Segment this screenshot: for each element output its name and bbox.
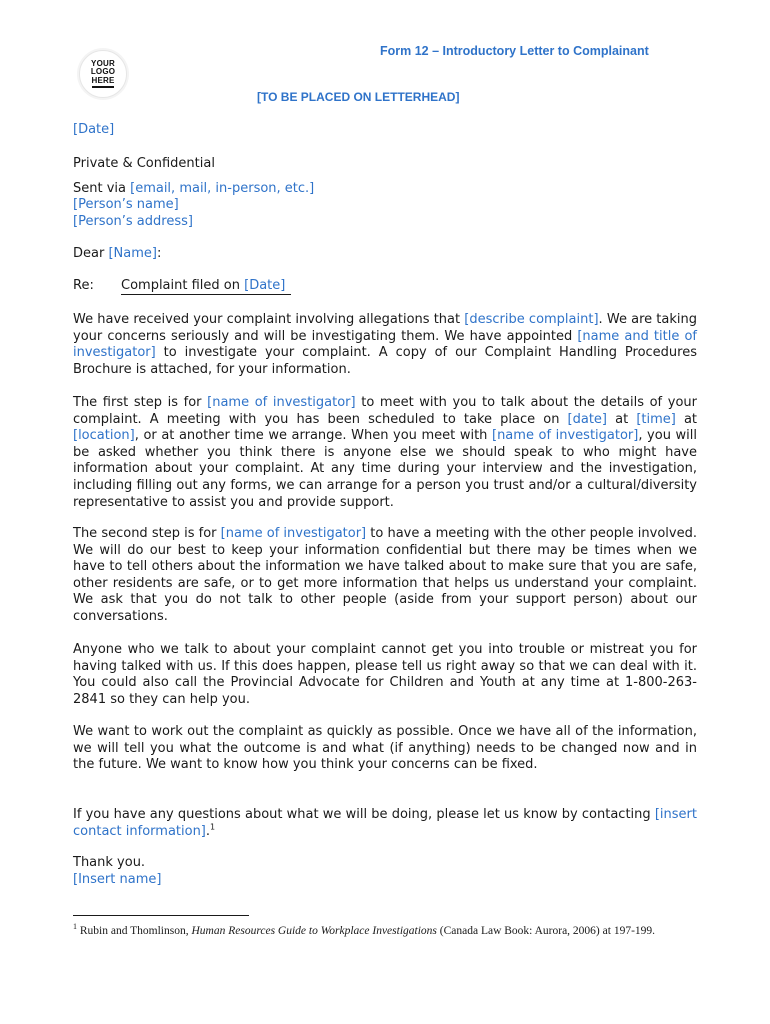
footnote-text-1: Rubin and Thomlinson, [77,925,192,937]
closing-thanks: Thank you. [73,855,146,870]
p2-text-2: to meet with you to talk about the details of your complaint. A meeting with you has been scheduled to take place on [73,395,698,427]
sent-via-placeholder: [email, mail, in-person, etc.] [130,181,315,196]
sent-via-label: Sent via [73,181,131,196]
meeting-location-placeholder: [location] [73,428,135,444]
investigator-name-placeholder-2: [name of investigator] [492,428,639,444]
re-date-placeholder: [Date] [244,278,286,293]
p1-text-1: We have received your complaint involving allegations that [73,312,465,327]
confidential-label: Private & Confidential [73,156,215,171]
salutation-suffix: : [156,246,162,261]
p6-text-1: If you have any questions about what we will be doing, please let us know by contacting [73,807,655,822]
salutation-prefix: Dear [73,246,109,261]
paragraph-anyone: Anyone who we talk to about your complaint cannot get you into trouble or mistreat you for having talked with us. If this does happen, please tell us right away so that we can deal with it. You could also call the Provincial Advocate for Children and Youth at any time at 1-800-263-2841 so they can help you. [73,642,697,707]
footnote-reference: 1 [210,822,216,832]
logo-line-3: HERE [91,75,115,85]
meeting-time-placeholder: [time] [636,411,676,427]
paragraph-questions [73,807,697,840]
salutation [73,246,161,263]
p2-text-4: at [675,411,698,427]
logo-underline [92,86,114,88]
footnote-divider [73,915,249,916]
re-line [73,278,291,295]
footnote [73,922,656,937]
paragraph-first-step [73,395,697,511]
re-label: Re: [73,278,94,293]
p6-text-2: . [205,823,211,839]
person-name-placeholder: [Person’s name] [73,197,179,212]
salutation-name-placeholder: [Name] [108,246,157,261]
p2-text-3: at [607,411,637,427]
date-placeholder: [Date] [73,122,115,137]
sent-via-line [73,181,314,198]
closing-name-placeholder: [Insert name] [73,872,162,887]
footnote-number: 1 [73,922,77,932]
person-address-placeholder: [Person’s address] [73,214,193,229]
investigator-name-placeholder-3: [name of investigator] [220,526,367,541]
letterhead-note: [TO BE PLACED ON LETTERHEAD] [257,90,460,104]
logo-line-2: LOGO [90,67,116,77]
meeting-date-placeholder: [date] [567,411,608,427]
p3-text-2: to have a meeting with the other people involved. We will do our best to keep your information confidential but there may be times when we have to tell others about the information we have talked about to make sure that you are safe, other residents are safe, or to get more information that helps us understand your complaint. We ask that you do not talk to other people (aside from your support person) about our conversations. [73,526,697,624]
paragraph-second-step [73,526,697,626]
p2-text-1: The first step is for [73,395,208,410]
footnote-book-title: Human Resources Guide to Workplace Investigations [191,925,437,937]
p1-text-2: . We are taking your concerns seriously and will be investigating them. We have appointed [73,312,698,344]
describe-complaint-placeholder: [describe complaint] [464,312,599,327]
p3-text-1: The second step is for [73,526,221,541]
footnote-text-2: (Canada Law Book: Aurora, 2006) at 197-199. [436,925,656,937]
investigator-name-title-placeholder: [name and title of investigator] [73,328,697,361]
paragraph-work-out: We want to work out the complaint as quickly as possible. Once we have all of the information, we will tell you what the outcome is and what (if anything) needs to be changed now and in the future. We want to know how you think your concerns can be fixed. [73,724,697,773]
re-text: Complaint filed on [121,278,245,293]
logo-line-1: YOUR [91,58,115,68]
logo-placeholder [79,50,127,98]
p1-text-3: to investigate your complaint. A copy of our Complaint Handling Procedures Brochure is attached, for your information. [73,345,697,377]
p2-text-6: , you will be asked whether you think there is anyone else we should speak to who might have information about your complaint. At any time during your interview and the investigation, including filling out any forms, we can arrange for a person you trust and/or a cultural/diversity representative to assist you and provide support. [73,428,697,510]
form-title: Form 12 – Introductory Letter to Complainant [380,44,649,58]
re-subject [121,278,291,295]
paragraph-received [73,312,697,378]
contact-info-placeholder: [insert contact information] [73,807,697,839]
p2-text-5: , or at another time we arrange. When you meet with [134,428,492,444]
investigator-name-placeholder: [name of investigator] [207,395,356,410]
